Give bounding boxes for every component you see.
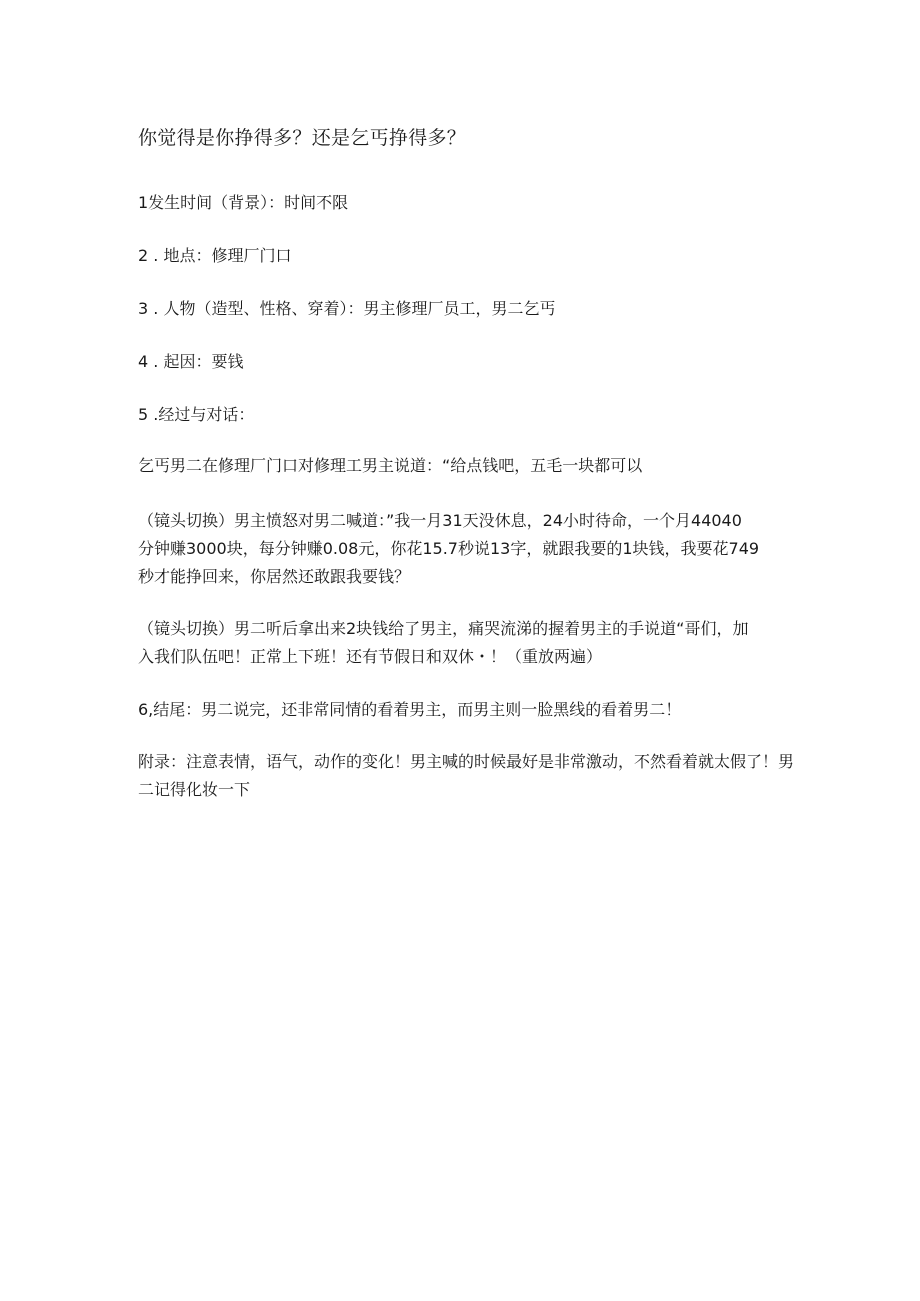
item-time: 1发生时间（背景）：时间不限 <box>138 193 349 212</box>
item-location: 2 . 地点：修理厂门口 <box>138 246 292 265</box>
appendix-line-1: 附录：注意表情，语气，动作的变化！男主喊的时候最好是非常激动，不然看着就太假了！男 <box>138 752 795 771</box>
ending-paragraph <box>138 696 790 724</box>
dialogue-beggar <box>138 615 790 671</box>
document-title: 你觉得是你挣得多？还是乞丐挣得多？ <box>138 127 467 149</box>
dialogue-intro <box>138 452 790 480</box>
appendix-paragraph <box>138 748 795 804</box>
dialogue-male-lead <box>138 507 790 591</box>
dialogue-intro-line: 乞丐男二在修理厂门口对修理工男主说道：“给点钱吧，五毛一块都可以 <box>138 456 643 475</box>
item-process: 5 .经过与对话： <box>138 405 255 424</box>
item-characters: 3 . 人物（造型、性格、穿着）：男主修理厂员工，男二乞丐 <box>138 299 556 318</box>
appendix-line-2: 二记得化妆一下 <box>138 780 251 799</box>
dialogue-male-lead-line-1: （镜头切换）男主愤怒对男二喊道：”我一月31天没休息，24小时待命，一个月44040 <box>138 511 742 530</box>
dialogue-male-lead-line-2: 分钟赚3000块，每分钟赚0.08元，你花15.7秒说13字，就跟我要的1块钱，我要花749 <box>138 539 760 558</box>
item-cause: 4 . 起因：要钱 <box>138 352 244 371</box>
dialogue-beggar-line-1: （镜头切换）男二听后拿出来2块钱给了男主，痛哭流涕的握着男主的手说道“哥们，加 <box>138 619 749 638</box>
dialogue-male-lead-line-3: 秒才能挣回来，你居然还敢跟我要钱？ <box>138 567 411 586</box>
dialogue-beggar-line-2: 入我们队伍吧！正常上下班！还有节假日和双休・！（重放两遍） <box>138 647 603 666</box>
ending-line: 6,结尾：男二说完，还非常同情的看着男主，而男主则一脸黑线的看着男二！ <box>138 700 682 719</box>
